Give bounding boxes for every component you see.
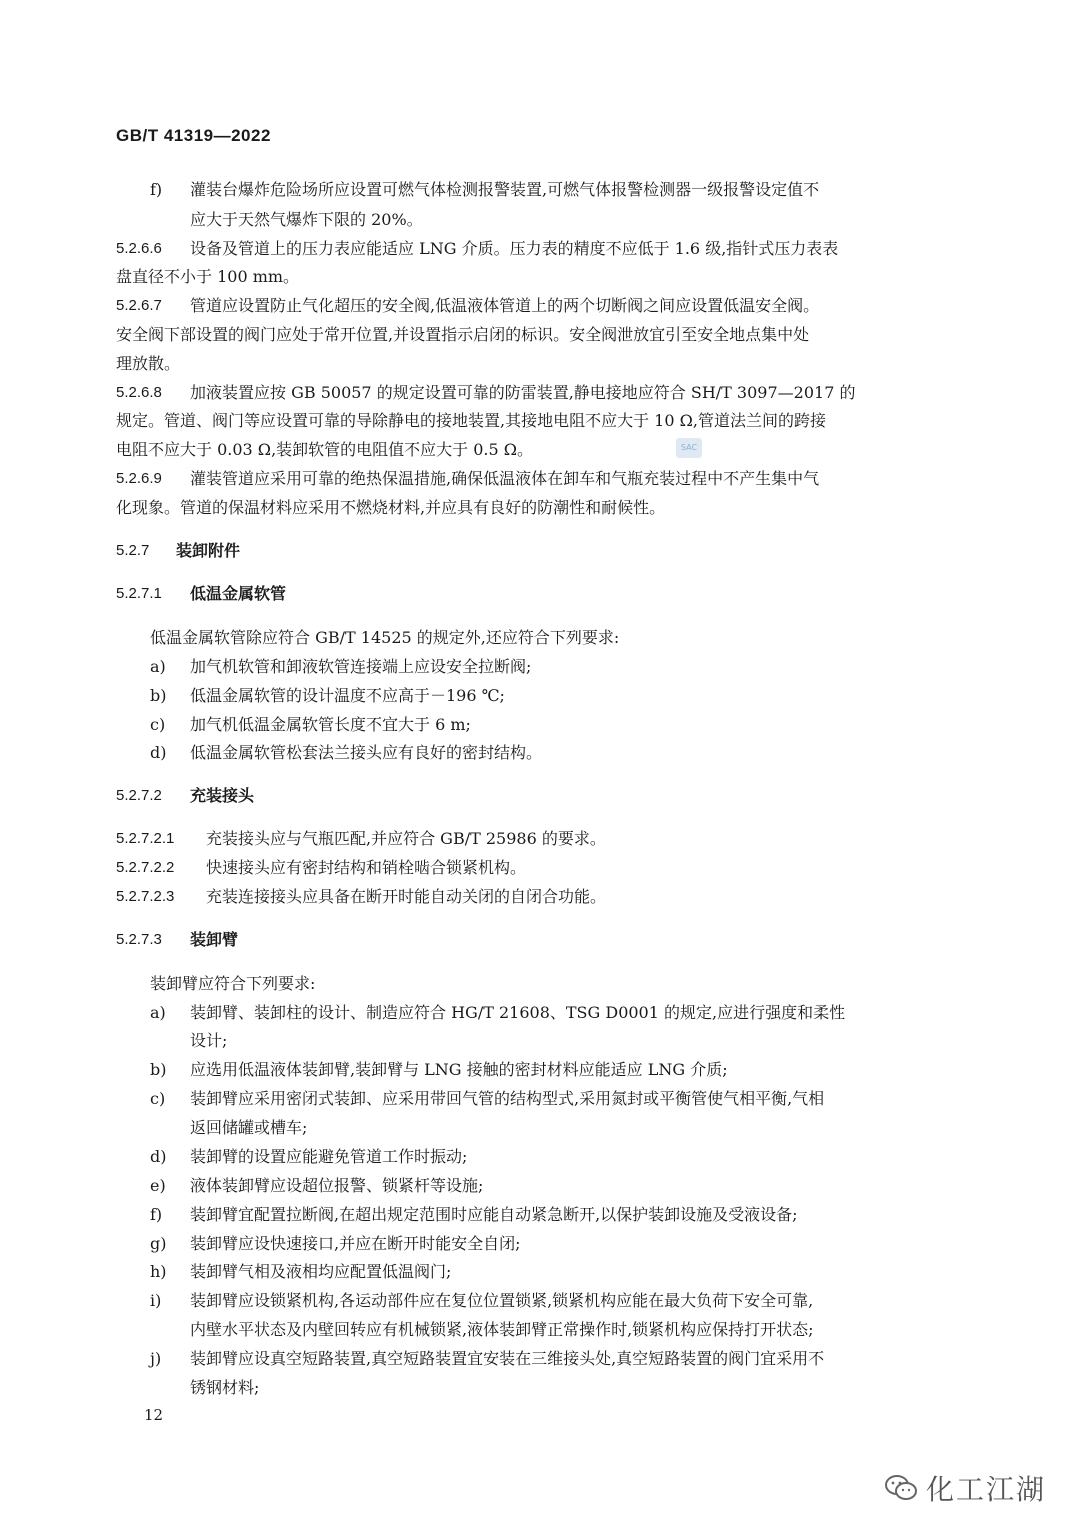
list-label: a) [150,657,166,676]
section-number: 5.2.7 [116,542,150,559]
list-item: 装卸臂应采用密闭式装卸、应采用带回气管的结构型式,采用氮封或平衡管使气相平衡,气相 [190,1089,825,1108]
page-number: 12 [144,1406,164,1424]
list-item: 装卸臂、装卸柱的设计、制造应符合 HG/T 21608、TSG D0001 的规定,应进行强度和柔性 [190,1003,846,1022]
list-item: 应选用低温液体装卸臂,装卸臂与 LNG 接触的密封材料应能适应 LNG 介质; [190,1060,728,1079]
clause-number: 5.2.7.2.3 [116,888,175,905]
list-item: 内壁水平状态及内壁回转应有机械锁紧,液体装卸臂正常操作时,锁紧机构应保持打开状态; [190,1320,814,1339]
paragraph-line: 低温金属软管除应符合 GB/T 14525 的规定外,还应符合下列要求: [150,628,620,647]
clause-number: 5.2.7.2.2 [116,859,175,876]
list-item: 装卸臂应设快速接口,并应在断开时能安全自闭; [190,1234,521,1253]
list-item: 装卸臂应设真空短路装置,真空短路装置宜安装在三维接头处,真空短路装置的阀门宜采用不 [190,1349,825,1368]
list-label: f) [150,1205,163,1224]
list-label: j) [150,1349,162,1368]
list-label: d) [150,1147,167,1166]
list-label: h) [150,1262,167,1281]
list-label: a) [150,1003,166,1022]
section-number: 5.2.7.2 [116,787,162,804]
list-item: 加气机低温金属软管长度不宜大于 6 m; [190,715,471,734]
list-item: 装卸臂应设锁紧机构,各运动部件应在复位位置锁紧,锁紧机构应能在最大负荷下安全可靠, [190,1291,814,1310]
paragraph-line: 规定。管道、阀门等应设置可靠的导除静电的接地装置,其接地电阻不应大于 10 Ω,管道法兰间的跨接 [116,411,826,430]
list-item: 返回储罐或槽车; [190,1118,308,1137]
list-label: f) [150,180,163,199]
paragraph-line: 管道应设置防止气化超压的安全阀,低温液体管道上的两个切断阀之间应设置低温安全阀。 [190,296,820,315]
paragraph-line: 加液装置应按 GB 50057 的规定设置可靠的防雷装置,静电接地应符合 SH/T 3097—2017 的 [190,383,856,402]
list-label: d) [150,743,167,762]
clause-number: 5.2.7.2.1 [116,830,175,847]
section-title: 装卸臂 [190,930,239,949]
paragraph-line: 安全阀下部设置的阀门应处于常开位置,并设置指示启闭的标识。安全阀泄放宜引至安全地点集中处 [116,325,810,344]
paragraph-line: 充装连接接头应具备在断开时能自动关闭的自闭合功能。 [206,887,607,906]
paragraph-line: 装卸臂应符合下列要求: [150,974,316,993]
document-header: GB/T 41319—2022 [116,126,271,145]
section-title: 低温金属软管 [190,584,287,603]
paragraph-line: 理放散。 [116,354,181,373]
section-number: 5.2.7.3 [116,931,162,948]
list-label: b) [150,1060,167,1079]
list-item: 低温金属软管松套法兰接头应有良好的密封结构。 [190,743,543,762]
list-label: c) [150,1089,166,1108]
list-item: 装卸臂宜配置拉断阀,在超出规定范围时应能自动紧急断开,以保护装卸设施及受液设备; [190,1205,798,1224]
list-item: 锈钢材料; [190,1378,260,1397]
list-item: 设计; [190,1031,228,1050]
list-item: 低温金属软管的设计温度不应高于－196 ℃; [190,686,505,705]
section-number: 5.2.7.1 [116,585,162,602]
paragraph-line: 充装接头应与气瓶匹配,并应符合 GB/T 25986 的要求。 [206,829,606,848]
list-item: 加气机软管和卸液软管连接端上应设安全拉断阀; [190,657,532,676]
list-item: 装卸臂气相及液相均应配置低温阀门; [190,1262,452,1281]
paragraph-line: 快速接头应有密封结构和销栓啮合锁紧机构。 [206,858,527,877]
wechat-icon [884,1474,918,1502]
clause-number: 5.2.6.7 [116,297,162,314]
list-label: e) [150,1176,166,1195]
watermark [884,1468,1046,1508]
paragraph-line: 设备及管道上的压力表应能适应 LNG 介质。压力表的精度不应低于 1.6 级,指针式压力表表 [190,239,839,258]
list-item: 装卸臂的设置应能避免管道工作时振动; [190,1147,468,1166]
sac-stamp: SAC [676,438,702,458]
list-label: i) [150,1291,162,1310]
watermark-text: 化工江湖 [925,1473,1046,1506]
list-item: 液体装卸臂应设超位报警、锁紧杆等设施; [190,1176,484,1195]
paragraph-line: 应大于天然气爆炸下限的 20%。 [190,210,423,229]
list-label: g) [150,1234,167,1253]
section-title: 充装接头 [190,786,255,805]
list-label: b) [150,686,167,705]
clause-number: 5.2.6.6 [116,240,162,257]
section-title: 装卸附件 [176,541,241,560]
clause-number: 5.2.6.8 [116,384,162,401]
paragraph-line: 灌装台爆炸危险场所应设置可燃气体检测报警装置,可燃气体报警检测器一级报警设定值不 [190,180,820,199]
list-label: c) [150,715,166,734]
paragraph-line: 电阻不应大于 0.03 Ω,装卸软管的电阻值不应大于 0.5 Ω。 [116,440,534,459]
clause-number: 5.2.6.9 [116,470,162,487]
paragraph-line: 盘直径不小于 100 mm。 [116,267,300,286]
paragraph-line: 灌装管道应采用可靠的绝热保温措施,确保低温液体在卸车和气瓶充装过程中不产生集中气 [190,469,820,488]
paragraph-line: 化现象。管道的保温材料应采用不燃烧材料,并应具有良好的防潮性和耐候性。 [116,498,666,517]
